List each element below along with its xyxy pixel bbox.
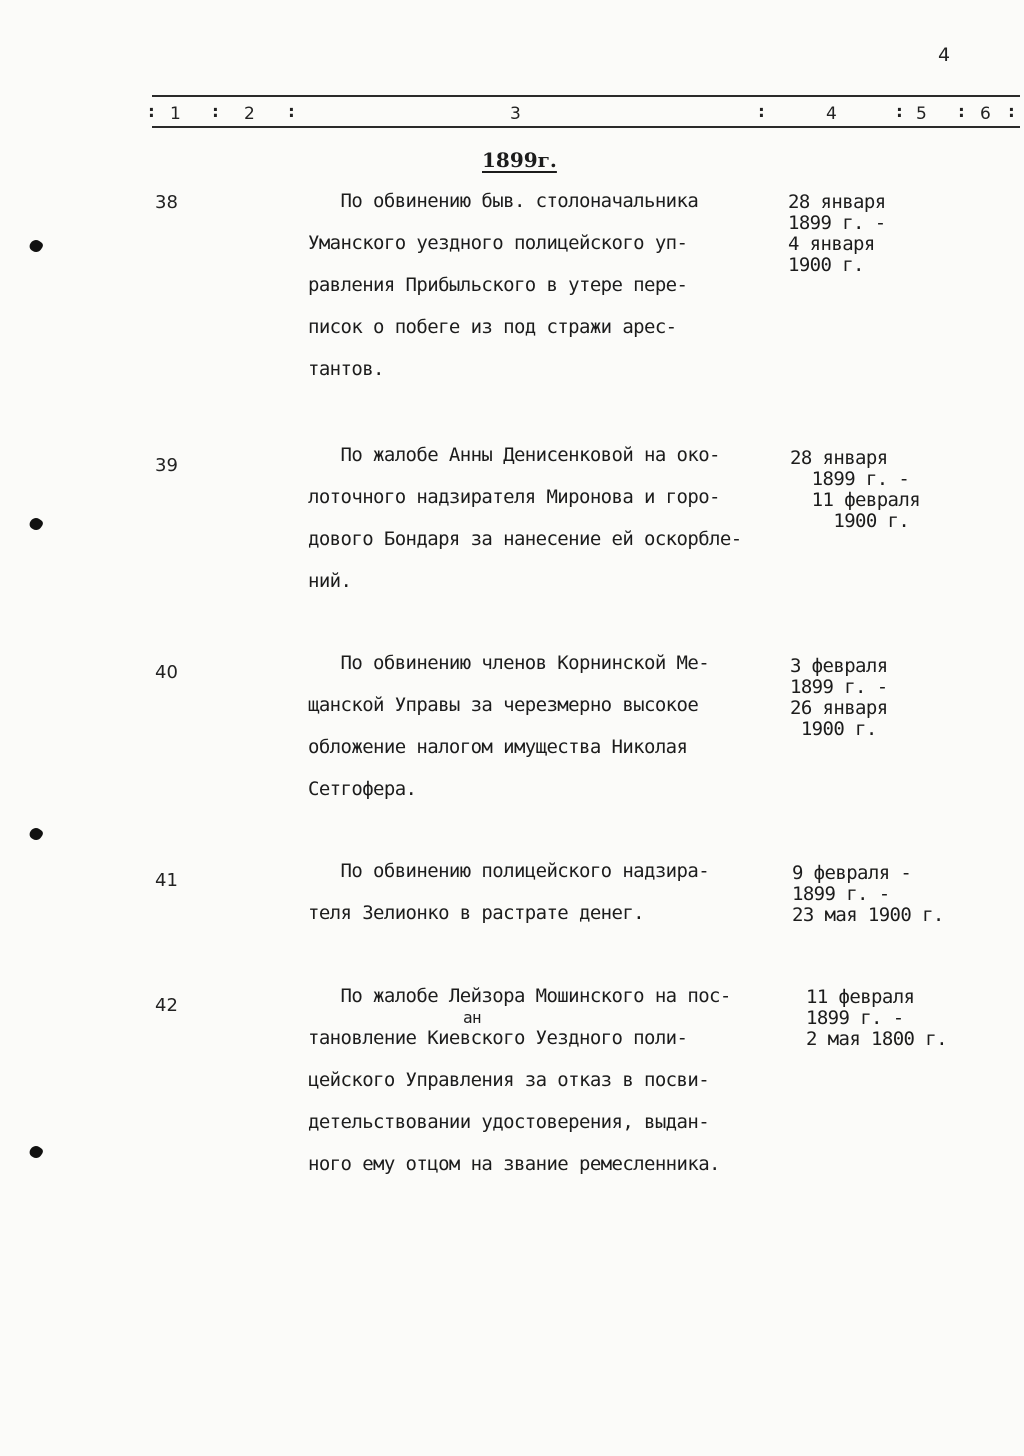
entry-description: По обвинению полицейского надзира- теля Зелионко в растрате денег. <box>308 860 710 924</box>
entry-number: 41 <box>155 870 178 891</box>
column-separator: : <box>956 101 967 122</box>
entry-description: По жалобе Лейзора Мошинского на пос- тановление Киевского Уездного поли- цейского Управления за отказ в посви- детельствовании удостоверения, выдан- ного ему отцом на звание ремесленника. <box>308 985 731 1175</box>
column-separator: : <box>210 101 221 122</box>
entry-number: 42 <box>155 995 178 1016</box>
entry-insertion: ан <box>463 1008 482 1027</box>
entry-number: 40 <box>155 662 178 683</box>
entry-dates: 11 февраля 1899 г. - 2 мая 1800 г. <box>806 986 947 1050</box>
column-header-3: 3 <box>510 104 521 124</box>
entry-dates: 3 февраля 1899 г. - 26 января 1900 г. <box>790 655 888 740</box>
binder-hole-mark <box>28 826 45 843</box>
column-header-2: 2 <box>244 104 255 124</box>
column-header-6: 6 <box>980 104 991 124</box>
column-header-1: 1 <box>170 104 181 124</box>
table-header-top-rule <box>152 95 1020 97</box>
column-separator: : <box>1006 101 1017 122</box>
binder-hole-mark <box>28 1144 45 1161</box>
entry-description: По жалобе Анны Денисенковой на око- лоточного надзирателя Миронова и горо- дового Бондаря за нанесение ей оскорбле- ний. <box>308 444 742 592</box>
column-separator: : <box>146 101 157 122</box>
binder-hole-mark <box>28 516 45 533</box>
entry-description: По обвинению членов Корнинской Ме- щанской Управы за черезмерно высокое обложение налогом имущества Николая Сетгофера. <box>308 652 710 800</box>
entry-number: 38 <box>155 192 178 213</box>
table-header-bottom-rule <box>152 126 1020 128</box>
column-separator: : <box>894 101 905 122</box>
column-header-5: 5 <box>916 104 927 124</box>
entry-description: По обвинению быв. столоначальника Уманского уездного полицейского уп- равления Прибыльского в утере пере- писок о побеге из под стражи арес- тантов. <box>308 190 699 380</box>
page-number: 4 <box>938 44 951 66</box>
column-header-4: 4 <box>826 104 837 124</box>
entry-dates: 28 января 1899 г. - 11 февраля 1900 г. <box>790 447 921 532</box>
binder-hole-mark <box>28 238 45 255</box>
column-separator: : <box>286 101 297 122</box>
entry-number: 39 <box>155 455 178 476</box>
year-heading: 1899г. <box>482 148 557 172</box>
entry-dates: 9 февраля - 1899 г. - 23 мая 1900 г. <box>792 862 944 926</box>
column-separator: : <box>756 101 767 122</box>
entry-dates: 28 января 1899 г. - 4 января 1900 г. <box>788 191 886 276</box>
